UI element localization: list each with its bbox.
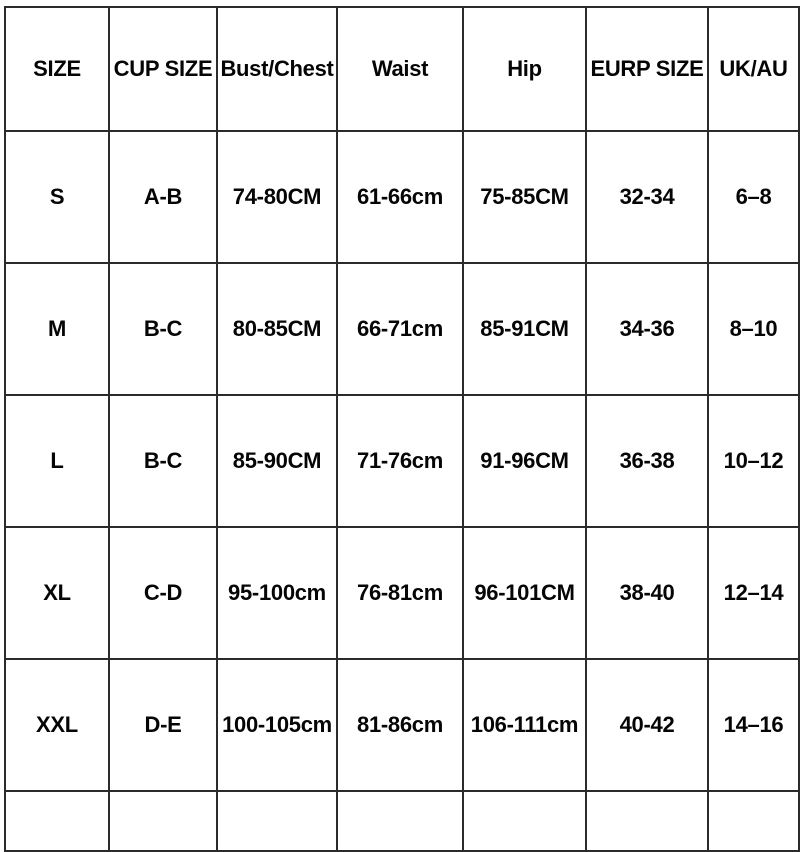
cell-empty bbox=[5, 791, 109, 851]
cell-size: L bbox=[5, 395, 109, 527]
cell-bust-chest: 85-90CM bbox=[217, 395, 337, 527]
cell-eurp-size: 34-36 bbox=[586, 263, 708, 395]
table-row-l bbox=[5, 395, 799, 527]
cell-size: S bbox=[5, 131, 109, 263]
cell-hip: 85-91CM bbox=[463, 263, 586, 395]
cell-eurp-size: 38-40 bbox=[586, 527, 708, 659]
cell-hip: 96-101CM bbox=[463, 527, 586, 659]
cell-waist: 81-86cm bbox=[337, 659, 463, 791]
cell-empty bbox=[586, 791, 708, 851]
cell-eurp-size: 40-42 bbox=[586, 659, 708, 791]
cell-eurp-size: 32-34 bbox=[586, 131, 708, 263]
cell-hip: 75-85CM bbox=[463, 131, 586, 263]
column-header-uk-au: UK/AU bbox=[708, 7, 799, 131]
cell-empty bbox=[337, 791, 463, 851]
cell-empty bbox=[708, 791, 799, 851]
cell-hip: 91-96CM bbox=[463, 395, 586, 527]
cell-uk-au: 12–14 bbox=[708, 527, 799, 659]
cell-cup-size: D-E bbox=[109, 659, 217, 791]
cell-size: XXL bbox=[5, 659, 109, 791]
table-row-xl bbox=[5, 527, 799, 659]
header-row bbox=[5, 7, 799, 131]
cell-uk-au: 14–16 bbox=[708, 659, 799, 791]
cell-waist: 76-81cm bbox=[337, 527, 463, 659]
cell-cup-size: B-C bbox=[109, 263, 217, 395]
cell-cup-size: C-D bbox=[109, 527, 217, 659]
cell-cup-size: B-C bbox=[109, 395, 217, 527]
table-row-partial-cutoff bbox=[5, 791, 799, 851]
column-header-bust-chest: Bust/Chest bbox=[217, 7, 337, 131]
column-header-waist: Waist bbox=[337, 7, 463, 131]
cell-empty bbox=[463, 791, 586, 851]
column-header-size: SIZE bbox=[5, 7, 109, 131]
cell-eurp-size: 36-38 bbox=[586, 395, 708, 527]
cell-bust-chest: 74-80CM bbox=[217, 131, 337, 263]
cell-cup-size: A-B bbox=[109, 131, 217, 263]
cell-uk-au: 10–12 bbox=[708, 395, 799, 527]
table-row-m bbox=[5, 263, 799, 395]
column-header-cup-size: CUP SIZE bbox=[109, 7, 217, 131]
cell-waist: 66-71cm bbox=[337, 263, 463, 395]
cell-uk-au: 6–8 bbox=[708, 131, 799, 263]
cell-hip: 106-111cm bbox=[463, 659, 586, 791]
table-row-s bbox=[5, 131, 799, 263]
cell-empty bbox=[109, 791, 217, 851]
column-header-eurp-size: EURP SIZE bbox=[586, 7, 708, 131]
cell-waist: 71-76cm bbox=[337, 395, 463, 527]
cell-size: XL bbox=[5, 527, 109, 659]
table-row-xxl bbox=[5, 659, 799, 791]
size-chart-table bbox=[4, 6, 800, 852]
cell-bust-chest: 80-85CM bbox=[217, 263, 337, 395]
cell-bust-chest: 100-105cm bbox=[217, 659, 337, 791]
column-header-hip: Hip bbox=[463, 7, 586, 131]
cell-bust-chest: 95-100cm bbox=[217, 527, 337, 659]
cell-empty bbox=[217, 791, 337, 851]
cell-uk-au: 8–10 bbox=[708, 263, 799, 395]
cell-waist: 61-66cm bbox=[337, 131, 463, 263]
cell-size: M bbox=[5, 263, 109, 395]
